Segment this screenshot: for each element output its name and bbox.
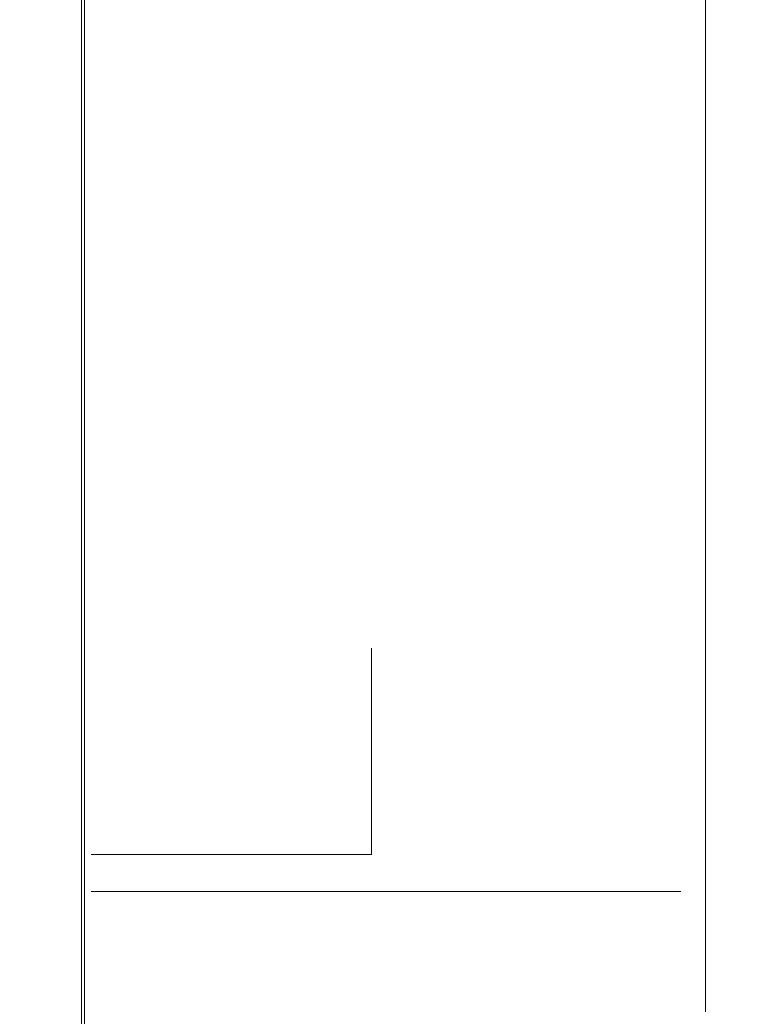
caption-vertical-rule xyxy=(371,648,372,854)
footer-rule xyxy=(91,891,681,892)
left-margin-rule-outer xyxy=(81,0,82,1024)
left-margin-rule-inner xyxy=(84,0,85,1024)
right-margin-rule xyxy=(705,0,706,1012)
caption-bottom-rule xyxy=(91,854,372,855)
